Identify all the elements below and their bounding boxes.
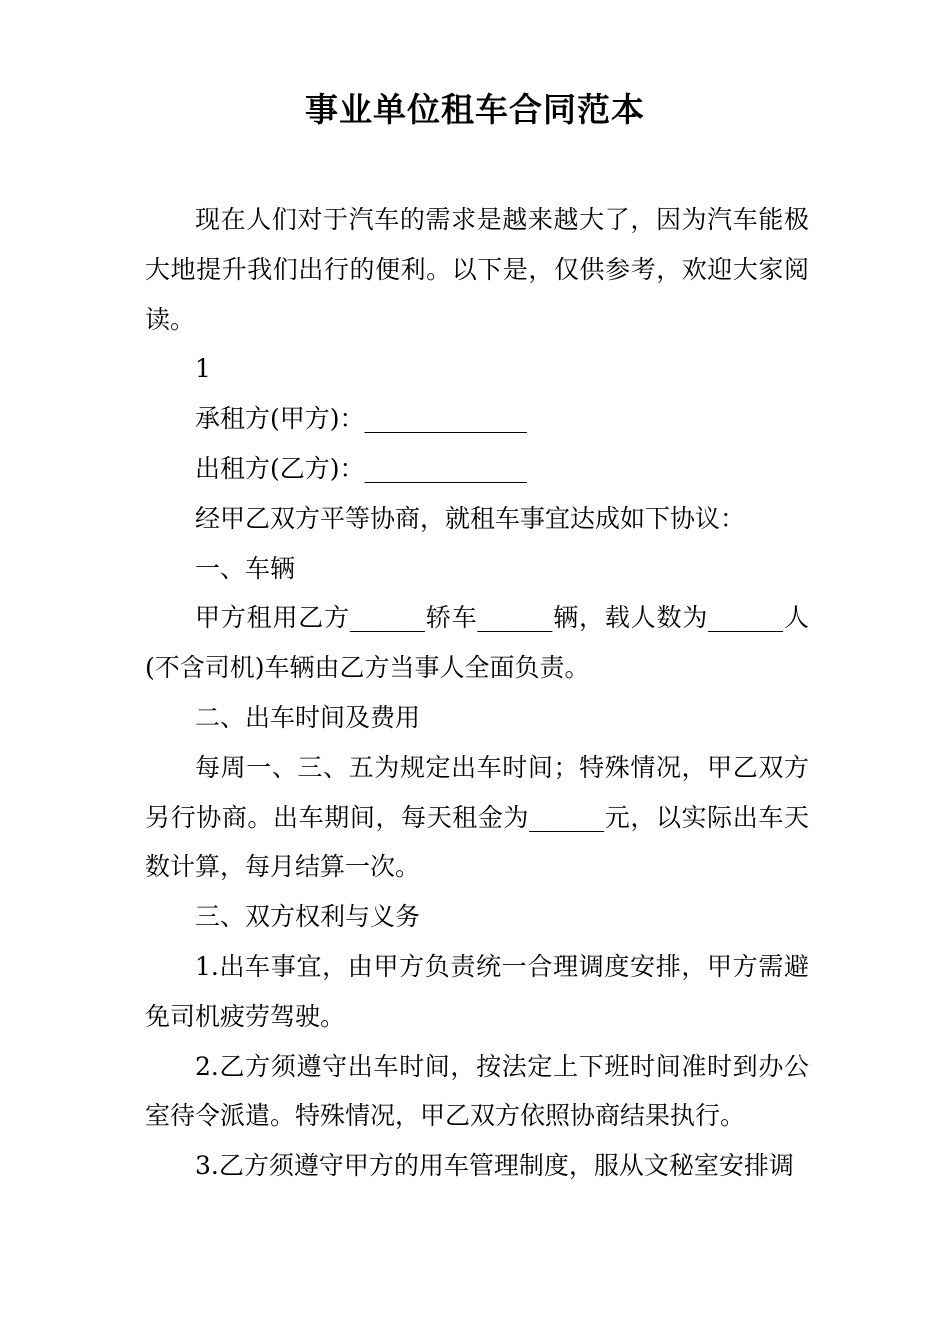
heading-time-fee: 二、出车时间及费用 — [195, 702, 421, 732]
section-number: 1 — [195, 354, 211, 384]
heading-rights-duties: 三、双方权利与义务 — [195, 902, 421, 932]
document-title: 事业单位租车合同范本 — [305, 90, 645, 129]
heading-vehicle: 一、车辆 — [195, 553, 296, 583]
lessor-line: 出租方(乙方)：_____________ — [195, 453, 528, 483]
agreement-intro: 经甲乙双方平等协商，就租车事宜达成如下协议： — [195, 503, 746, 533]
vehicle-paragraph: 甲方租用乙方______轿车______辆，载人数为______人(不含司机)车辆由乙方当事人全面负责。 — [145, 603, 809, 683]
time-fee-paragraph: 每周一、三、五为规定出车时间；特殊情况，甲乙双方另行协商。出车期间，每天租金为______元，以实际出车天数计算，每月结算一次。 — [145, 752, 809, 882]
intro-paragraph: 现在人们对于汽车的需求是越来越大了，因为汽车能极大地提升我们出行的便利。以下是，仅供参考，欢迎大家阅读。 — [145, 205, 809, 334]
clause-2: 2.乙方须遵守出车时间，按法定上下班时间准时到办公室待令派遣。特殊情况，甲乙双方依照协商结果执行。 — [145, 1051, 809, 1131]
clause-1: 1.出车事宜，由甲方负责统一合理调度安排，甲方需避免司机疲劳驾驶。 — [145, 951, 809, 1031]
document-body — [145, 195, 809, 1191]
lessee-line: 承租方(甲方)：_____________ — [195, 404, 528, 434]
clause-3: 3.乙方须遵守甲方的用车管理制度，服从文秘室安排调 — [195, 1151, 794, 1181]
